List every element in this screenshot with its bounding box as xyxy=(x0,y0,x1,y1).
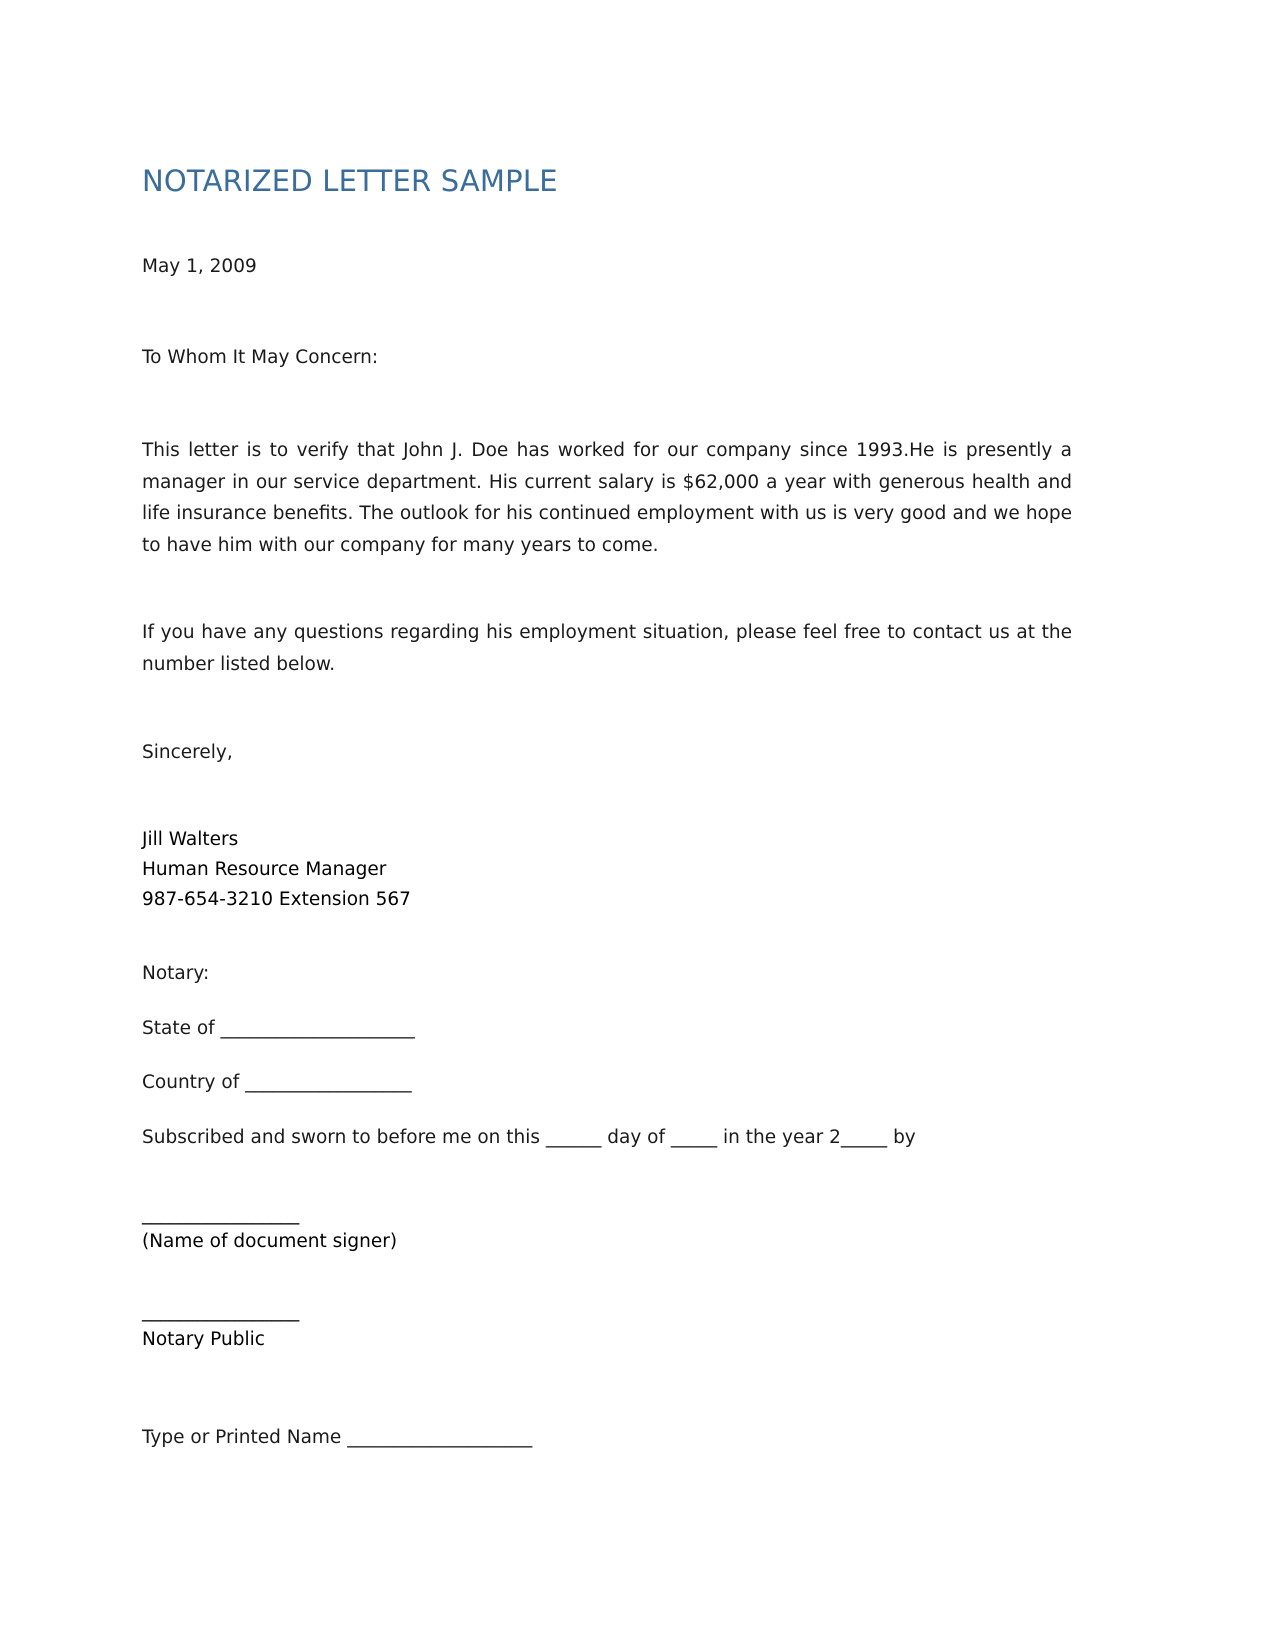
signature-block xyxy=(142,825,1072,915)
notary-signature-caption: Notary Public xyxy=(142,1328,265,1350)
page-title: NOTARIZED LETTER SAMPLE xyxy=(142,164,558,198)
signer-phone: 987-654-3210 Extension 567 xyxy=(142,889,411,911)
signer-signature-caption: (Name of document signer) xyxy=(142,1231,398,1253)
letter-closing: Sincerely, xyxy=(142,741,233,763)
notary-signature-block xyxy=(142,1302,1072,1349)
notary-state-field[interactable]: State of _____________________ xyxy=(142,1017,415,1039)
notary-sworn-statement[interactable]: Subscribed and sworn to before me on this ______ day of _____ in the year 2_____ by xyxy=(142,1127,916,1149)
signer-name: Jill Walters xyxy=(142,829,239,851)
notary-heading: Notary: xyxy=(142,963,210,985)
letter-paragraph-2: If you have any questions regarding his employment situation, please feel free to contact us at the number listed below. xyxy=(142,621,1072,675)
letter-date: May 1, 2009 xyxy=(142,256,257,278)
document-body xyxy=(142,0,1072,1452)
letter-salutation: To Whom It May Concern: xyxy=(142,347,379,369)
notary-country-field[interactable]: Country of __________________ xyxy=(142,1072,412,1094)
letter-paragraph-1: This letter is to verify that John J. Doe has worked for our company since 1993.He is presently a manager in our service department. His current salary is $62,000 a year with generous health and life insurance benefits. The outlook for his continued employment with us is very good and we hope to have him with our company for many years to come. xyxy=(142,439,1072,557)
signer-title: Human Resource Manager xyxy=(142,859,387,881)
notary-signature-rule[interactable]: _________________ xyxy=(142,1301,300,1323)
signer-signature-block xyxy=(142,1205,1072,1252)
signer-signature-rule[interactable]: _________________ xyxy=(142,1203,300,1225)
notary-printed-name-field[interactable]: Type or Printed Name ____________________ xyxy=(142,1426,533,1448)
